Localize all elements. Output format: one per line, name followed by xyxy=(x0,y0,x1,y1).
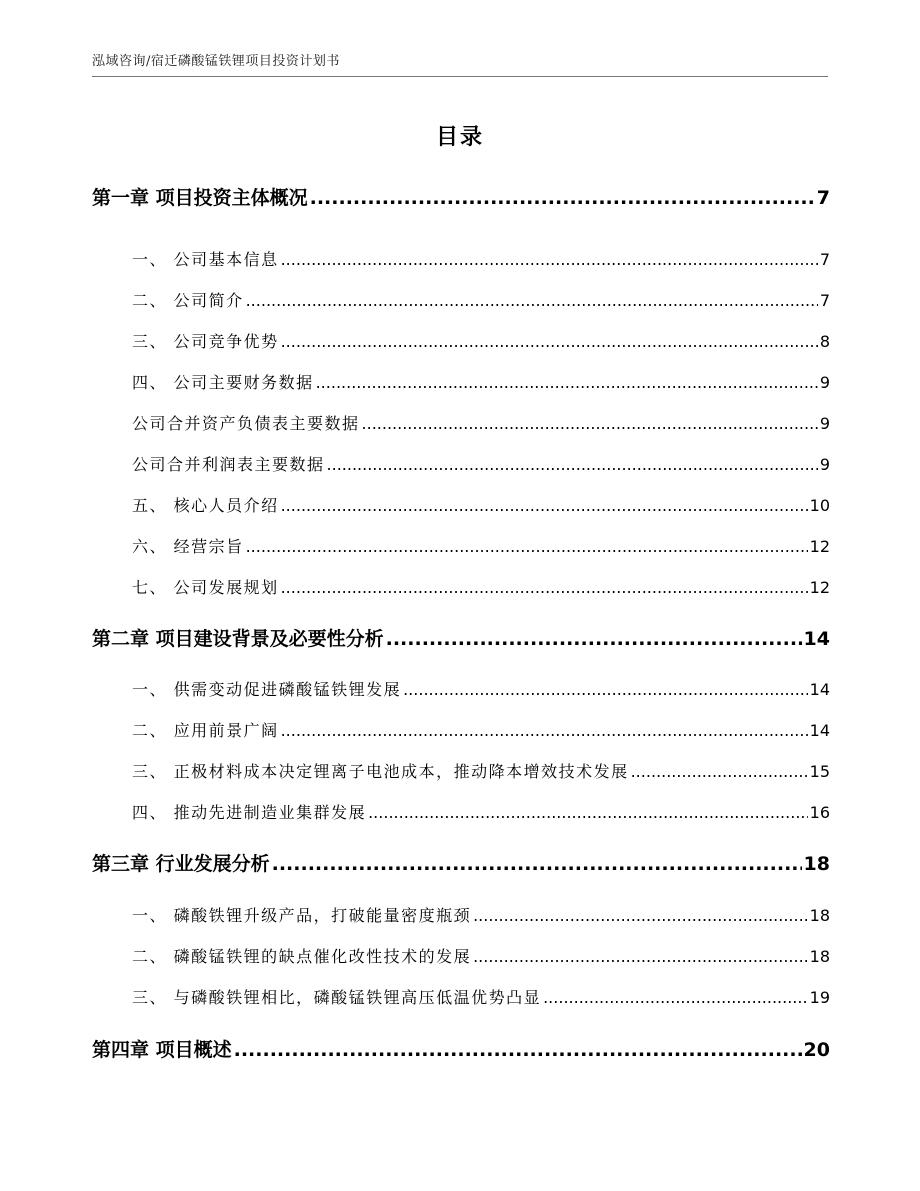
toc-page-number: 8 xyxy=(819,332,830,351)
toc-entry[interactable] xyxy=(92,183,830,210)
page-title: 目录 xyxy=(435,125,484,150)
dot-leader xyxy=(246,537,808,556)
toc-entry[interactable] xyxy=(92,677,830,700)
toc-page-number: 7 xyxy=(816,187,830,209)
toc-page-number: 9 xyxy=(819,414,830,433)
toc-page-number: 12 xyxy=(809,578,830,597)
toc-entry[interactable] xyxy=(92,800,830,823)
toc-entry[interactable] xyxy=(92,288,830,311)
toc-entry-label: 五、 核心人员介绍 xyxy=(132,496,279,515)
toc-page-number: 15 xyxy=(809,762,830,781)
toc-page-number: 16 xyxy=(809,803,830,822)
toc-page-number: 18 xyxy=(809,906,830,925)
dot-leader xyxy=(310,187,815,209)
page-header: 泓域咨询/宿迁磷酸锰铁锂项目投资计划书 xyxy=(92,54,340,69)
dot-leader xyxy=(281,332,818,351)
toc-entry-label: 二、 公司简介 xyxy=(132,291,244,310)
toc-entry-label: 三、 与磷酸铁锂相比，磷酸锰铁锂高压低温优势凸显 xyxy=(132,988,542,1007)
dot-leader xyxy=(327,455,818,474)
toc-entry[interactable] xyxy=(92,411,830,434)
toc-entry[interactable] xyxy=(92,944,830,967)
dot-leader xyxy=(362,414,818,433)
dot-leader xyxy=(403,680,808,699)
toc-page-number: 19 xyxy=(809,988,830,1007)
dot-leader xyxy=(473,906,808,925)
toc-entry-label: 六、 经营宗旨 xyxy=(132,537,244,556)
toc-entry-label: 三、 公司竞争优势 xyxy=(132,332,279,351)
toc-entry-label: 第二章 项目建设背景及必要性分析 xyxy=(92,628,384,650)
toc-entry-label: 七、 公司发展规划 xyxy=(132,578,279,597)
dot-leader xyxy=(281,496,808,515)
toc-page-number: 18 xyxy=(809,947,830,966)
toc-page-number: 9 xyxy=(819,373,830,392)
toc-entry-label: 二、 磷酸锰铁锂的缺点催化改性技术的发展 xyxy=(132,947,472,966)
dot-leader xyxy=(246,291,818,310)
toc-page-number: 7 xyxy=(819,291,830,310)
toc-entry-label: 第三章 行业发展分析 xyxy=(92,853,270,875)
toc-entry-label: 一、 公司基本信息 xyxy=(132,250,279,269)
toc-entry-label: 二、 应用前景广阔 xyxy=(132,721,279,740)
toc-page-number: 14 xyxy=(803,628,830,650)
toc-entry-label: 四、 推动先进制造业集群发展 xyxy=(132,803,367,822)
toc-entry[interactable] xyxy=(92,452,830,475)
toc-entry[interactable] xyxy=(92,247,830,270)
dot-leader xyxy=(272,853,802,875)
dot-leader xyxy=(281,578,808,597)
toc-entry[interactable] xyxy=(92,493,830,516)
dot-leader xyxy=(368,803,808,822)
toc-entry[interactable] xyxy=(92,329,830,352)
dot-leader xyxy=(631,762,808,781)
dot-leader xyxy=(473,947,808,966)
dot-leader xyxy=(316,373,818,392)
dot-leader xyxy=(386,628,802,650)
toc-entry[interactable] xyxy=(92,759,830,782)
toc-entry[interactable] xyxy=(92,624,830,651)
toc-entry[interactable] xyxy=(92,849,830,876)
toc-page-number: 9 xyxy=(819,455,830,474)
toc-entry-label: 三、 正极材料成本决定锂离子电池成本，推动降本增效技术发展 xyxy=(132,762,629,781)
toc-page-number: 18 xyxy=(803,853,830,875)
toc-entry-label: 一、 供需变动促进磷酸锰铁锂发展 xyxy=(132,680,402,699)
dot-leader xyxy=(281,721,808,740)
toc-entry[interactable] xyxy=(92,1035,830,1062)
toc-page-number: 14 xyxy=(809,680,830,699)
toc-entry[interactable] xyxy=(92,985,830,1008)
dot-leader xyxy=(234,1039,802,1061)
toc-entry-label: 公司合并资产负债表主要数据 xyxy=(132,414,360,433)
toc-entry-label: 第一章 项目投资主体概况 xyxy=(92,187,308,209)
dot-leader xyxy=(281,250,818,269)
toc-entry-label: 四、 公司主要财务数据 xyxy=(132,373,314,392)
toc-page-number: 12 xyxy=(809,537,830,556)
toc-entry-label: 公司合并利润表主要数据 xyxy=(132,455,325,474)
toc-entry-label: 一、 磷酸铁锂升级产品，打破能量密度瓶颈 xyxy=(132,906,472,925)
toc-page-number: 14 xyxy=(809,721,830,740)
toc-page-number: 20 xyxy=(803,1039,830,1061)
header-divider xyxy=(92,76,828,77)
dot-leader xyxy=(543,988,808,1007)
toc-page-number: 10 xyxy=(809,496,830,515)
toc-entry[interactable] xyxy=(92,718,830,741)
toc-entry[interactable] xyxy=(92,534,830,557)
toc-entry[interactable] xyxy=(92,370,830,393)
toc-entry-label: 第四章 项目概述 xyxy=(92,1039,232,1061)
toc-entry[interactable] xyxy=(92,903,830,926)
toc-entry[interactable] xyxy=(92,575,830,598)
toc-page-number: 7 xyxy=(819,250,830,269)
